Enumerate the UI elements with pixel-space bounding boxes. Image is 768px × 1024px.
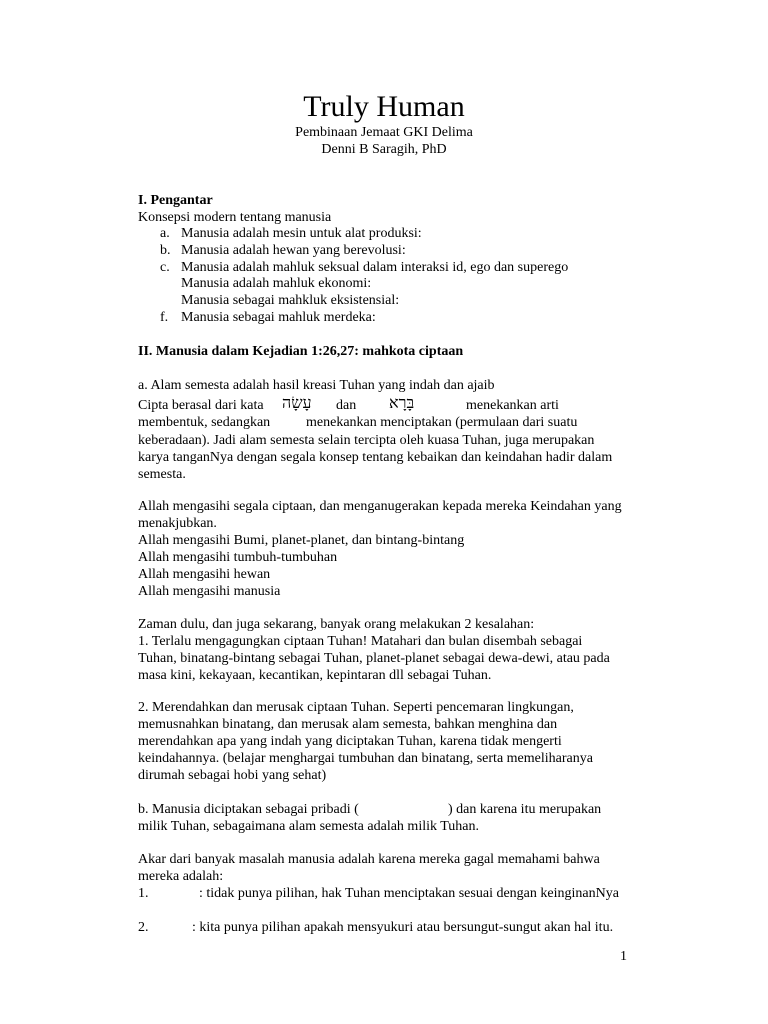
paragraph-fragment: ) dan karena itu merupakan xyxy=(448,802,602,817)
paragraph-fragment: menekankan menciptakan (permulaan dari suatu xyxy=(306,415,578,430)
list-item: Manusia adalah hewan yang berevolusi: xyxy=(181,243,406,258)
list-item: Manusia adalah mahluk ekonomi: xyxy=(181,276,372,291)
paragraph-line: 1. Terlalu mengagungkan ciptaan Tuhan! Matahari dan bulan disembah sebagai xyxy=(138,634,583,649)
paragraph-line: Akar dari banyak masalah manusia adalah karena mereka gagal memahami bahwa xyxy=(138,852,600,867)
list-item: Manusia adalah mahluk seksual dalam interaksi id, ego dan superego xyxy=(181,260,569,275)
subtitle-organization: Pembinaan Jemaat GKI Delima xyxy=(295,125,473,140)
list-item: Manusia adalah mesin untuk alat produksi: xyxy=(181,226,422,241)
page-number: 1 xyxy=(620,949,627,964)
paragraph-fragment: : tidak punya pilihan, hak Tuhan menciptakan sesuai dengan keinginanNya xyxy=(199,886,619,901)
paragraph-line: membentuk, sedangkan xyxy=(138,415,271,430)
paragraph-line: dirumah sebagai hobi yang sehat) xyxy=(138,768,327,783)
paragraph-line: keberadaan). Jadi alam semesta selain tercipta oleh kuasa Tuhan, juga merupakan xyxy=(138,433,595,448)
paragraph-line: Allah mengasihi segala ciptaan, dan menganugerakan kepada mereka Keindahan yang xyxy=(138,499,622,514)
paragraph-line: mereka adalah: xyxy=(138,869,224,884)
list-item-marker: f. xyxy=(160,310,169,325)
paragraph-fragment: : kita punya pilihan apakah mensyukuri atau bersungut-sungut akan hal itu. xyxy=(192,920,614,935)
paragraph-line: memusnahkan binatang, dan merusak alam semesta, bahkan menghina dan xyxy=(138,717,558,732)
paragraph-line: karya tanganNya dengan segala konsep tentang kebaikan dan keindahan hadir dalam xyxy=(138,450,613,465)
paragraph-fragment: menekankan arti xyxy=(466,398,559,413)
numbered-marker: 2. xyxy=(138,920,149,935)
paragraph-line: b. Manusia diciptakan sebagai pribadi ( xyxy=(138,802,359,817)
paragraph-line: Cipta berasal dari kata xyxy=(138,398,264,413)
list-item: Manusia sebagai mahkluk eksistensial: xyxy=(181,293,400,308)
hebrew-word-asah: עָשָׂה xyxy=(282,393,312,412)
paragraph-line: Allah mengasihi Bumi, planet-planet, dan bintang-bintang xyxy=(138,533,465,548)
list-item-marker: b. xyxy=(160,243,171,258)
numbered-marker: 1. xyxy=(138,886,149,901)
paragraph-line: keindahannya. (belajar menghargai tumbuhan dan binatang, serta memeliharanya xyxy=(138,751,593,766)
paragraph-line: merendahkan apa yang indah yang diciptakan Tuhan, karena tidak mengerti xyxy=(138,734,562,749)
paragraph-line: Allah mengasihi manusia xyxy=(138,584,281,599)
paragraph-line: menakjubkan. xyxy=(138,516,217,531)
list-item-marker: a. xyxy=(160,226,170,241)
section-1-intro: Konsepsi modern tentang manusia xyxy=(138,210,332,225)
paragraph-line: milik Tuhan, sebagaimana alam semesta adalah milik Tuhan. xyxy=(138,819,480,834)
paragraph-line: a. Alam semesta adalah hasil kreasi Tuhan yang indah dan ajaib xyxy=(138,378,495,393)
section-1-heading: I. Pengantar xyxy=(138,193,213,208)
list-item-marker: c. xyxy=(160,260,170,275)
paragraph-line: semesta. xyxy=(138,467,186,482)
section-2-heading: II. Manusia dalam Kejadian 1:26,27: mahkota ciptaan xyxy=(138,344,464,359)
page-title: Truly Human xyxy=(303,90,465,123)
paragraph-line: Allah mengasihi tumbuh-tumbuhan xyxy=(138,550,338,565)
hebrew-word-bara: בָּרָא xyxy=(389,393,415,412)
paragraph-line: Allah mengasihi hewan xyxy=(138,567,271,582)
paragraph-line: Zaman dulu, dan juga sekarang, banyak orang melakukan 2 kesalahan: xyxy=(138,617,535,632)
paragraph-line: Tuhan, binatang-bintang sebagai Tuhan, planet-planet sebagai dewa-dewi, atau pada xyxy=(138,651,610,666)
paragraph-line: masa kini, kekayaan, kecantikan, kepintaran dll sebagai Tuhan. xyxy=(138,668,492,683)
list-item: Manusia sebagai mahluk merdeka: xyxy=(181,310,376,325)
paragraph-fragment: dan xyxy=(336,398,357,413)
subtitle-author: Denni B Saragih, PhD xyxy=(321,142,447,157)
paragraph-line: 2. Merendahkan dan merusak ciptaan Tuhan. Seperti pencemaran lingkungan, xyxy=(138,700,574,715)
